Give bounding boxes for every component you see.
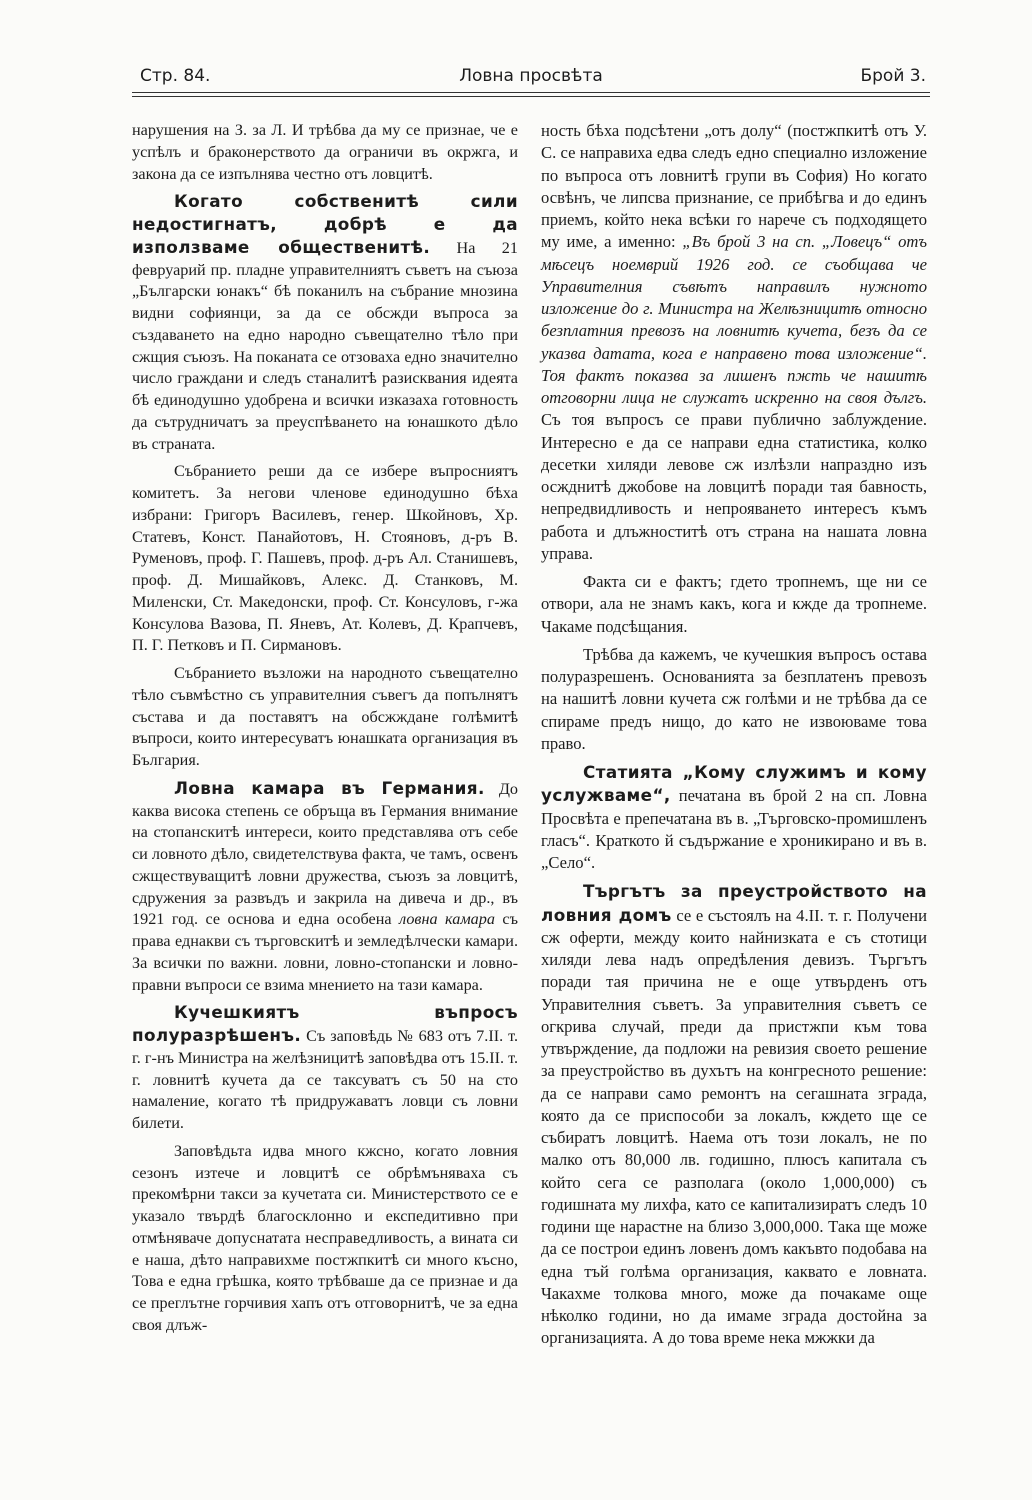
paragraph: Събранието възложи на народното съвещателно тѣло съвмѣстно съ управителния съвегъ да попълнятъ състава и да поставятъ на обсжждане голѣмитѣ въпроси, които интересуватъ юнашката организация въ България.: [132, 664, 518, 769]
paragraph: Трѣбва да кажемъ, че кучешкия въпросъ остава полуразрешенъ. Основанията за безплатенъ превозъ на нашитѣ ловни кучета сж голѣми и не трѣбва да се спираме предъ нищо, до като не извоюваме това право.: [541, 644, 927, 753]
issue-number: Брой 3.: [860, 66, 926, 86]
italic-quote: „Въ брой 3 на сп. „Ловецъ“ отъ мѣсецъ ноемврий 1926 год. се съобщава че Управителния съвѣтъ направилъ нужното изложение до г. Министра на Желѣзницитѣ относно безплатния превозъ на ловнитѣ кучета, безъ да се указва датата, кога е направено това изложение“. Тоя фактъ показва за лишенъ пжть че нашитѣ отговорни лица не служатъ искренно на своя дългъ.: [541, 232, 927, 407]
paragraph: Събранието реши да се избере въпросниятъ комитетъ. За негови членове единодушно бѣха избрани: Григоръ Василевъ, генер. Шкойновъ, Хр. Статевъ, Конст. Панайотовъ, Н. Стояновъ, д-ръ В. Руменовъ, проф. Г. Пашевъ, проф. д-ръ Ал. Станишевъ, проф. Д. Мишайковъ, Алекс. Д. Станковъ, М. Миленски, Ст. Македонски, проф. Ст. Консуловъ, г-жа Консулова Вазова, П. Яневъ, Ат. Колевъ, Д. Крапчевъ, П. Г. Петковъ и П. Сирмановъ.: [132, 462, 518, 655]
right-column: [541, 120, 927, 1350]
paragraph-text: се е състоялъ на 4.II. т. г. Получени сж оферти, между които найнизката е съ стотици хиляди лева надъ опредѣления девизъ. Търгътъ поради тая причина не е още утвърденъ отъ Управителния съветъ. За управителния съветъ се огкрива случай, преди да пристжпи към това утвърждение, да подложи на ревизия своето решение за преустройство въ духътъ на конгресното решение: да се направи само ремонтъ на сегашната зграда, която да се приспособи за локалъ, кждето ще се събиратъ ловцитѣ. Наема отъ този локалъ, не по малко отъ 80,000 лв. годишно, плюсъ капитала съ който сега се разполага (около 1,000,000) съ годишната му лихфа, като се капитализиратъ следъ 10 години ще нарастне на близо 3,000,000. Така ще може да се построи единъ ловенъ домъ какъвто подобава на една тъй голѣма организация, каквато е ловната. Чакахме толкова много, може да почакаме още нѣколко години, но да имаме зграда достойна за организацията. А до това време нека мжжки да: [541, 905, 928, 1348]
section-heading: Ловна камара въ Германия.: [174, 777, 485, 798]
paragraph: Заповѣдьта идва много кжсно, когато ловния сезонъ изтече и ловцитѣ се обрѣмъняваха съ прекомѣрни такси за кучетата си. Министерството се е указало твърдѣ благосклонно и експедитивно при отмѣняваче допуснатата несправедливость, а вината си е наша, дѣто направихме постжпкитѣ си много късно, Това е една грѣшка, която трѣбваше да се признае и да се преглътне горчивия хапъ отъ отговорнитѣ, че за една своя длъж-: [132, 1141, 518, 1334]
section-heading: Статията „Кому служимъ и кому услужваме“,: [541, 762, 927, 806]
paragraph-text: Съ тоя въпросъ се прави публично заблуждение. Интересно е да се направи една статистика, колко десетки хиляди левове сж излѣзли напраздно изъ осжднитѣ джобове на ловцитѣ поради тая бавность, непредвидливость и непрояването интересъ къмъ работа и длъжноститѣ отъ страна на нашата ловна управа.: [541, 410, 927, 563]
paragraph: [132, 191, 518, 455]
paragraph-text: На 21 февруарий пр. пладне управителниятъ съветъ на съюза „Български юнакъ“ бѣ поканилъ на събрание мнозина видни софиянци, за да се обсжди въпроса за създаването на едно народно съвещателно тѣло при сжщия съюзъ. На поканата се отзоваха едно значително число граждани и следъ станалитѣ разисквания идеята бѣ единодушно удобрена и всички изказаха готовность да сътрудничатъ за преуспѣването на юнашкото дѣло въ страната.: [132, 238, 518, 453]
paragraph-text: ность бѣха подсѣтени „отъ долу“ (постжпкитѣ отъ У. С. се направиха едва следъ едно специално изложение по въпроса отъ ловнитѣ групи въ София) Но когато освѣнъ, че липсва признание, се прибѣгва и до единъ приемъ, който нека всѣки го нарече съ подходящето му име, а именно:: [541, 121, 927, 252]
paragraph: нарушения на З. за Л. И трѣбва да му се признае, че е успѣлъ и браконерството да ограничи въ окржга, и закона да се изпълнява честно отъ ловцитѣ.: [132, 121, 518, 183]
left-column: [132, 120, 518, 1337]
paragraph: [132, 1002, 518, 1135]
running-header: [132, 62, 930, 92]
paragraph: Факта си е фактъ; гдето тропнемъ, ще ни се отвори, ала не знамъ какъ, кога и кжде да тропнеме. Чакаме подсѣщания.: [541, 572, 927, 636]
journal-title: Ловна просвѣта: [459, 66, 603, 86]
section-heading: Когато собственитѣ сили недостигнатъ, добрѣ е да използваме общественитѣ.: [132, 191, 518, 257]
italic-term: ловна камара: [399, 910, 495, 929]
paragraph: [132, 778, 518, 997]
page-number: Стр. 84.: [140, 66, 211, 86]
paragraph-text: печатана въ брой 2 на сп. Ловна Просвѣта е препечатана въ в. „Търговско-промишленъ гласъ“. Краткото й съдържание е хроникирано и въ в. „Село“.: [541, 786, 927, 872]
section-heading: Кучешкиятъ въпросъ полуразрѣшенъ.: [132, 1002, 518, 1045]
paragraph: [541, 761, 927, 874]
header-rule-top: [132, 92, 930, 93]
paragraph-text: съ права еднакви съ търговскитѣ и земледѣлчески камари. За всички по важни. ловни, ловно-стопански и ловно-правни въпроси се взима мнението на тази камара.: [132, 910, 518, 994]
section-heading: Търгътъ за преустройството на ловния домъ: [541, 881, 927, 925]
paragraph: [541, 120, 927, 565]
paragraph: [541, 880, 927, 1349]
paragraph-text: До каква висока степень се обръща въ Германия внимание на стопанскитѣ интереси, които представлява отъ себе си ловното дѣло, свидетелствува факта, че тамъ, освенъ сжществуващитѣ ловни дружества, съюзъ за ловцитѣ, сдружения за развъдъ и закрила на дивеча и др., въ 1921 год. се основа и една особена: [132, 779, 519, 929]
header-rule-bottom: [132, 96, 930, 97]
paragraph-text: Съ заповѣдь № 683 отъ 7.II. т. г. г-нъ Министра на желѣзницитѣ заповѣдва отъ 15.II. т. г. ловнитѣ кучета да се таксуватъ съ 50 на сто намаление, когато тѣ придружаватъ ловци съ ловни билети.: [132, 1027, 519, 1132]
